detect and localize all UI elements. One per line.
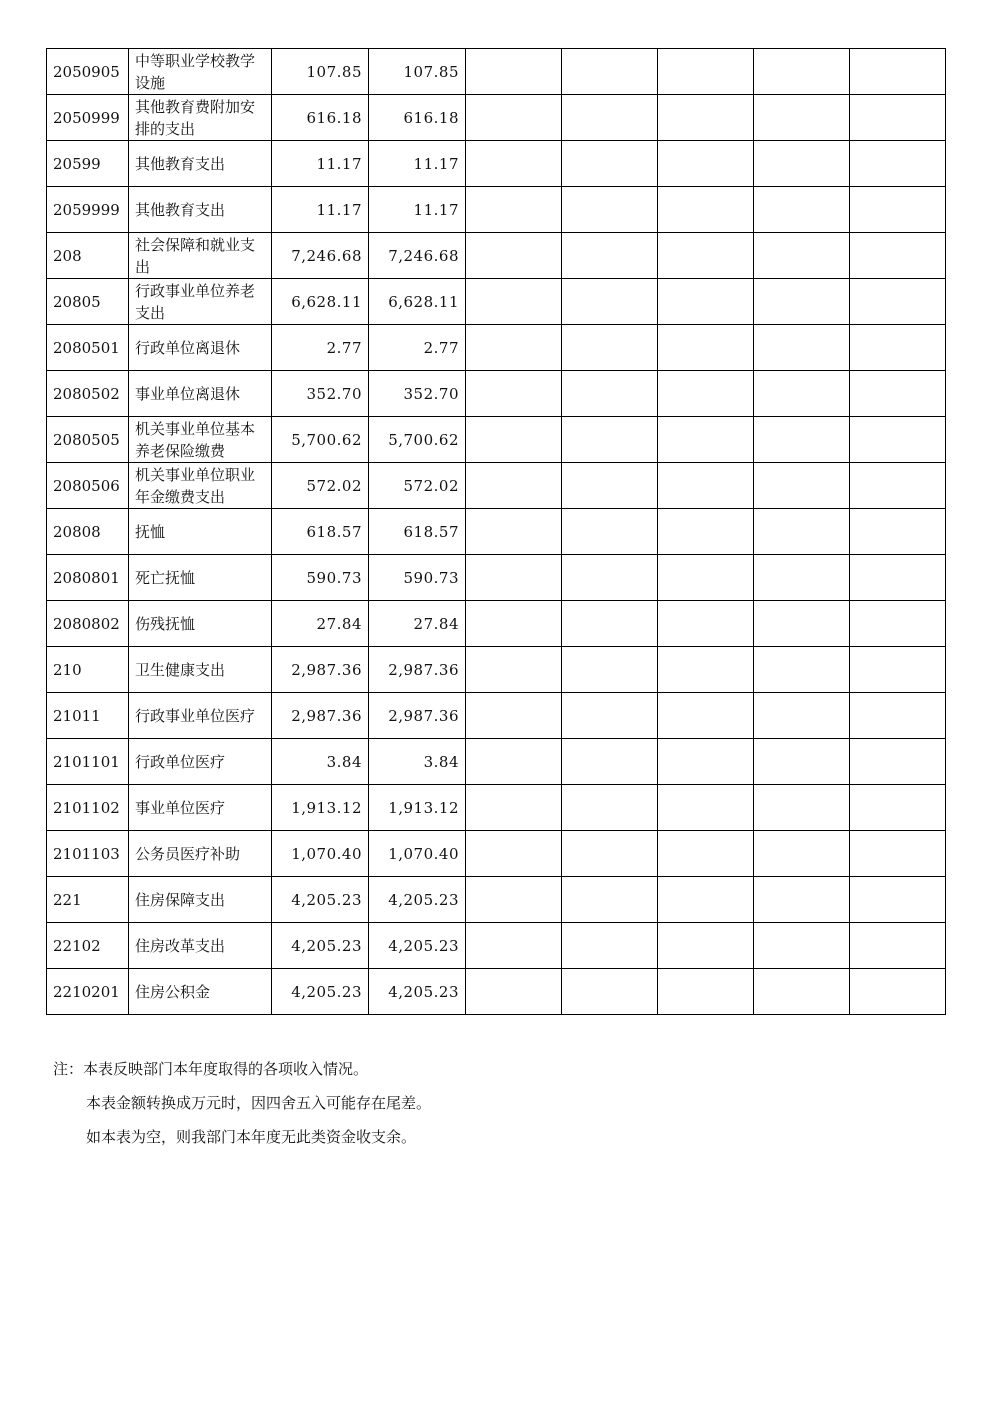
empty-amount-cell (466, 49, 562, 95)
income-table (46, 48, 946, 1015)
empty-amount-cell (466, 647, 562, 693)
empty-amount-cell (658, 877, 754, 923)
subject-code-cell: 20808 (47, 509, 129, 555)
empty-amount-cell (754, 739, 850, 785)
table-body (47, 49, 946, 1015)
table-row (47, 877, 946, 923)
empty-amount-cell (850, 555, 946, 601)
table-row (47, 325, 946, 371)
fiscal-amount-cell: 2,987.36 (369, 647, 466, 693)
empty-amount-cell (658, 601, 754, 647)
empty-amount-cell (658, 371, 754, 417)
empty-amount-cell (658, 647, 754, 693)
subject-name-text: 中等职业学校教学设施 (135, 51, 256, 92)
empty-amount-cell (658, 785, 754, 831)
subject-code-cell: 20805 (47, 279, 129, 325)
empty-amount-cell (850, 739, 946, 785)
subject-name-cell (129, 187, 272, 233)
subject-code-cell: 2101101 (47, 739, 129, 785)
empty-amount-cell (562, 417, 658, 463)
empty-amount-cell (754, 831, 850, 877)
subject-name-text: 行政单位医疗 (135, 752, 226, 771)
note-line-2: 本表金额转换成万元时，因四舍五入可能存在尾差。 (86, 1094, 432, 1112)
subject-name-text: 事业单位离退休 (135, 384, 241, 403)
fiscal-amount-cell: 2.77 (369, 325, 466, 371)
subject-code-cell: 2080801 (47, 555, 129, 601)
subject-name-cell (129, 325, 272, 371)
empty-amount-cell (562, 325, 658, 371)
empty-amount-cell (754, 509, 850, 555)
subject-name-text: 其他教育费附加安排的支出 (135, 97, 256, 138)
fiscal-amount-cell: 590.73 (369, 555, 466, 601)
empty-amount-cell (754, 49, 850, 95)
empty-amount-cell (658, 509, 754, 555)
empty-amount-cell (658, 463, 754, 509)
subject-name-text: 住房改革支出 (135, 936, 226, 955)
subject-name-cell (129, 95, 272, 141)
table-row (47, 417, 946, 463)
empty-amount-cell (658, 923, 754, 969)
subject-name-cell (129, 463, 272, 509)
empty-amount-cell (754, 877, 850, 923)
empty-amount-cell (466, 969, 562, 1015)
total-amount-cell: 2,987.36 (272, 647, 369, 693)
empty-amount-cell (850, 141, 946, 187)
total-amount-cell: 2,987.36 (272, 693, 369, 739)
subject-name-text: 行政单位离退休 (135, 338, 241, 357)
note-line-3: 如本表为空，则我部门本年度无此类资金收支余。 (86, 1128, 417, 1146)
empty-amount-cell (754, 923, 850, 969)
fiscal-amount-cell: 11.17 (369, 187, 466, 233)
subject-name-text: 其他教育支出 (135, 200, 226, 219)
fiscal-amount-cell: 1,913.12 (369, 785, 466, 831)
empty-amount-cell (658, 693, 754, 739)
empty-amount-cell (754, 371, 850, 417)
empty-amount-cell (562, 739, 658, 785)
empty-amount-cell (562, 785, 658, 831)
empty-amount-cell (754, 555, 850, 601)
empty-amount-cell (850, 601, 946, 647)
empty-amount-cell (850, 969, 946, 1015)
empty-amount-cell (466, 95, 562, 141)
empty-amount-cell (562, 279, 658, 325)
empty-amount-cell (466, 463, 562, 509)
total-amount-cell: 11.17 (272, 141, 369, 187)
empty-amount-cell (466, 325, 562, 371)
empty-amount-cell (754, 95, 850, 141)
empty-amount-cell (850, 325, 946, 371)
empty-amount-cell (658, 555, 754, 601)
total-amount-cell: 572.02 (272, 463, 369, 509)
subject-name-cell (129, 739, 272, 785)
table-row (47, 601, 946, 647)
fiscal-amount-cell: 27.84 (369, 601, 466, 647)
subject-code-cell: 22102 (47, 923, 129, 969)
empty-amount-cell (562, 555, 658, 601)
empty-amount-cell (658, 417, 754, 463)
fiscal-amount-cell: 4,205.23 (369, 923, 466, 969)
empty-amount-cell (562, 647, 658, 693)
total-amount-cell: 3.84 (272, 739, 369, 785)
empty-amount-cell (562, 877, 658, 923)
table-row (47, 739, 946, 785)
fiscal-amount-cell: 11.17 (369, 141, 466, 187)
subject-name-cell (129, 49, 272, 95)
subject-code-cell: 2050905 (47, 49, 129, 95)
empty-amount-cell (850, 693, 946, 739)
subject-name-cell (129, 233, 272, 279)
empty-amount-cell (850, 923, 946, 969)
subject-name-cell (129, 877, 272, 923)
subject-name-text: 机关事业单位职业年金缴费支出 (135, 465, 256, 506)
table-row (47, 785, 946, 831)
subject-name-text: 抚恤 (135, 522, 166, 541)
subject-name-text: 其他教育支出 (135, 154, 226, 173)
table-row (47, 49, 946, 95)
subject-name-cell (129, 647, 272, 693)
fiscal-amount-cell: 4,205.23 (369, 969, 466, 1015)
subject-name-cell (129, 693, 272, 739)
empty-amount-cell (562, 831, 658, 877)
empty-amount-cell (466, 279, 562, 325)
total-amount-cell: 5,700.62 (272, 417, 369, 463)
empty-amount-cell (850, 463, 946, 509)
subject-code-cell: 2080506 (47, 463, 129, 509)
subject-code-cell: 221 (47, 877, 129, 923)
empty-amount-cell (466, 785, 562, 831)
empty-amount-cell (562, 969, 658, 1015)
empty-amount-cell (850, 831, 946, 877)
empty-amount-cell (562, 923, 658, 969)
table-row (47, 233, 946, 279)
empty-amount-cell (466, 509, 562, 555)
empty-amount-cell (754, 601, 850, 647)
empty-amount-cell (658, 279, 754, 325)
empty-amount-cell (850, 417, 946, 463)
subject-name-cell (129, 509, 272, 555)
empty-amount-cell (562, 509, 658, 555)
table-row (47, 141, 946, 187)
empty-amount-cell (658, 187, 754, 233)
fiscal-amount-cell: 6,628.11 (369, 279, 466, 325)
empty-amount-cell (658, 969, 754, 1015)
subject-code-cell: 2080501 (47, 325, 129, 371)
total-amount-cell: 352.70 (272, 371, 369, 417)
fiscal-amount-cell: 2,987.36 (369, 693, 466, 739)
empty-amount-cell (754, 187, 850, 233)
subject-name-text: 行政事业单位医疗 (135, 706, 256, 725)
subject-name-cell (129, 601, 272, 647)
subject-name-text: 死亡抚恤 (135, 568, 196, 587)
subject-name-cell (129, 969, 272, 1015)
empty-amount-cell (466, 831, 562, 877)
fiscal-amount-cell: 572.02 (369, 463, 466, 509)
empty-amount-cell (466, 739, 562, 785)
empty-amount-cell (754, 463, 850, 509)
total-amount-cell: 2.77 (272, 325, 369, 371)
subject-name-text: 行政事业单位养老支出 (135, 281, 256, 322)
subject-code-cell: 2080802 (47, 601, 129, 647)
empty-amount-cell (466, 601, 562, 647)
empty-amount-cell (562, 693, 658, 739)
subject-code-cell: 2101103 (47, 831, 129, 877)
empty-amount-cell (466, 371, 562, 417)
empty-amount-cell (850, 233, 946, 279)
subject-name-cell (129, 141, 272, 187)
empty-amount-cell (466, 141, 562, 187)
empty-amount-cell (466, 555, 562, 601)
empty-amount-cell (754, 969, 850, 1015)
fiscal-amount-cell: 7,246.68 (369, 233, 466, 279)
subject-name-text: 机关事业单位基本养老保险缴费 (135, 419, 256, 460)
table-row (47, 371, 946, 417)
total-amount-cell: 11.17 (272, 187, 369, 233)
table-row (47, 647, 946, 693)
table-row (47, 969, 946, 1015)
subject-code-cell: 2050999 (47, 95, 129, 141)
total-amount-cell: 4,205.23 (272, 877, 369, 923)
subject-name-cell (129, 831, 272, 877)
empty-amount-cell (850, 509, 946, 555)
subject-name-cell (129, 555, 272, 601)
empty-amount-cell (466, 877, 562, 923)
table-row (47, 509, 946, 555)
table-row (47, 555, 946, 601)
fiscal-amount-cell: 4,205.23 (369, 877, 466, 923)
empty-amount-cell (850, 877, 946, 923)
subject-name-text: 住房保障支出 (135, 890, 226, 909)
empty-amount-cell (562, 187, 658, 233)
fiscal-amount-cell: 107.85 (369, 49, 466, 95)
total-amount-cell: 27.84 (272, 601, 369, 647)
empty-amount-cell (562, 95, 658, 141)
subject-name-cell (129, 279, 272, 325)
subject-name-text: 事业单位医疗 (135, 798, 226, 817)
subject-code-cell: 2101102 (47, 785, 129, 831)
subject-name-text: 卫生健康支出 (135, 660, 226, 679)
subject-code-cell: 210 (47, 647, 129, 693)
total-amount-cell: 616.18 (272, 95, 369, 141)
empty-amount-cell (850, 279, 946, 325)
fiscal-amount-cell: 616.18 (369, 95, 466, 141)
subject-code-cell: 208 (47, 233, 129, 279)
total-amount-cell: 1,070.40 (272, 831, 369, 877)
empty-amount-cell (466, 417, 562, 463)
empty-amount-cell (466, 923, 562, 969)
empty-amount-cell (850, 95, 946, 141)
subject-code-cell: 20599 (47, 141, 129, 187)
subject-name-cell (129, 923, 272, 969)
table-notes (53, 1052, 431, 1154)
empty-amount-cell (850, 647, 946, 693)
table-row (47, 923, 946, 969)
subject-code-cell: 21011 (47, 693, 129, 739)
table-row (47, 693, 946, 739)
empty-amount-cell (658, 233, 754, 279)
empty-amount-cell (850, 187, 946, 233)
note-line-1: 注：本表反映部门本年度取得的各项收入情况。 (53, 1060, 369, 1078)
table-row (47, 187, 946, 233)
table-row (47, 279, 946, 325)
subject-name-text: 住房公积金 (135, 982, 211, 1001)
empty-amount-cell (754, 325, 850, 371)
total-amount-cell: 4,205.23 (272, 923, 369, 969)
empty-amount-cell (850, 785, 946, 831)
subject-code-cell: 2080505 (47, 417, 129, 463)
total-amount-cell: 6,628.11 (272, 279, 369, 325)
subject-name-cell (129, 785, 272, 831)
empty-amount-cell (658, 739, 754, 785)
empty-amount-cell (658, 95, 754, 141)
empty-amount-cell (754, 693, 850, 739)
empty-amount-cell (658, 325, 754, 371)
table-row (47, 463, 946, 509)
total-amount-cell: 7,246.68 (272, 233, 369, 279)
empty-amount-cell (466, 233, 562, 279)
empty-amount-cell (658, 141, 754, 187)
table-row (47, 95, 946, 141)
total-amount-cell: 107.85 (272, 49, 369, 95)
table-row (47, 831, 946, 877)
subject-code-cell: 2210201 (47, 969, 129, 1015)
empty-amount-cell (466, 693, 562, 739)
empty-amount-cell (754, 233, 850, 279)
subject-name-text: 伤残抚恤 (135, 614, 196, 633)
empty-amount-cell (658, 831, 754, 877)
empty-amount-cell (562, 141, 658, 187)
fiscal-amount-cell: 352.70 (369, 371, 466, 417)
subject-code-cell: 2080502 (47, 371, 129, 417)
total-amount-cell: 1,913.12 (272, 785, 369, 831)
total-amount-cell: 590.73 (272, 555, 369, 601)
total-amount-cell: 618.57 (272, 509, 369, 555)
empty-amount-cell (562, 371, 658, 417)
subject-name-text: 公务员医疗补助 (135, 844, 241, 863)
subject-name-cell (129, 371, 272, 417)
empty-amount-cell (562, 49, 658, 95)
empty-amount-cell (562, 463, 658, 509)
total-amount-cell: 4,205.23 (272, 969, 369, 1015)
empty-amount-cell (754, 279, 850, 325)
empty-amount-cell (754, 417, 850, 463)
subject-name-cell (129, 417, 272, 463)
empty-amount-cell (850, 49, 946, 95)
empty-amount-cell (562, 233, 658, 279)
empty-amount-cell (754, 647, 850, 693)
fiscal-amount-cell: 1,070.40 (369, 831, 466, 877)
empty-amount-cell (466, 187, 562, 233)
fiscal-amount-cell: 618.57 (369, 509, 466, 555)
empty-amount-cell (754, 785, 850, 831)
empty-amount-cell (754, 141, 850, 187)
subject-code-cell: 2059999 (47, 187, 129, 233)
subject-name-text: 社会保障和就业支出 (135, 235, 256, 276)
empty-amount-cell (562, 601, 658, 647)
fiscal-amount-cell: 5,700.62 (369, 417, 466, 463)
empty-amount-cell (850, 371, 946, 417)
fiscal-amount-cell: 3.84 (369, 739, 466, 785)
empty-amount-cell (658, 49, 754, 95)
